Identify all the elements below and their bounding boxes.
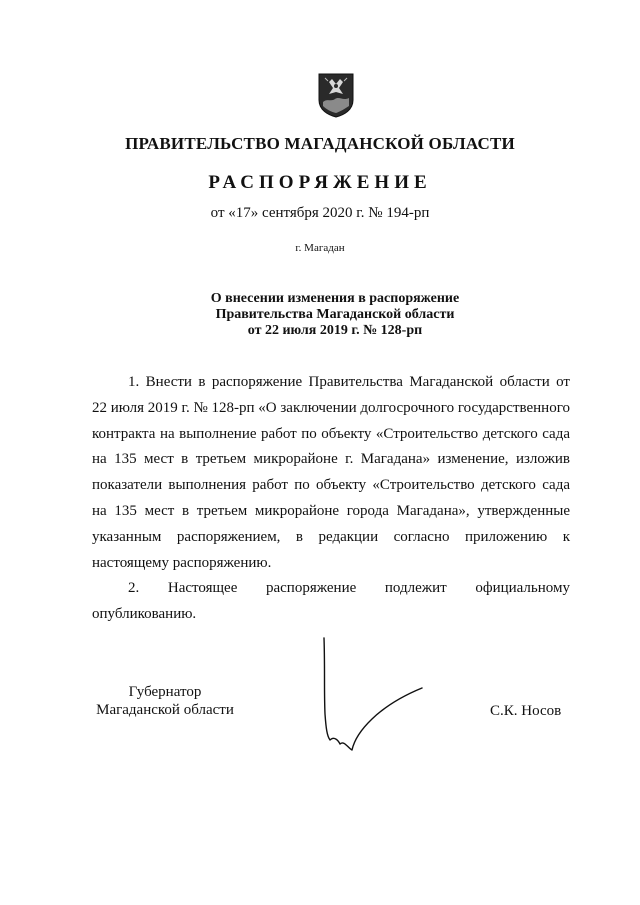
body-paragraph: 1. Внести в распоряжение Правительства Магаданской области от 22 июля 2019 г. № 128-рп «О заключении долгосрочного государственного контракта на выполнение работ по объекту «Строительство детского сада на 135 мест в третьем микрорайоне г. Магадана» изменение, изложив показатели выполнения работ по объекту «Строительство детского сада на 135 мест в третьем микрорайоне города Магадана», утвержденные указанным распоряжением, в редакции согласно приложению к настоящему распоряжению. xyxy=(92,374,570,571)
subject-heading xyxy=(0,291,640,339)
coat-of-arms-icon xyxy=(317,72,355,118)
signatory-title-line: Губернатор xyxy=(128,684,202,700)
document-type-title: РАСПОРЯЖЕНИЕ xyxy=(208,172,432,193)
handwritten-signature-icon xyxy=(318,636,428,764)
organization-title: ПРАВИТЕЛЬСТВО МАГАДАНСКОЙ ОБЛАСТИ xyxy=(125,134,515,153)
document-body xyxy=(92,370,570,628)
signatory-title-line: Магаданской области xyxy=(96,702,234,718)
subject-line: от 22 июля 2019 г. № 128-рп xyxy=(247,323,423,338)
date-number-line: от «17» сентября 2020 г. № 194-рп xyxy=(210,205,430,221)
body-paragraph: 2. Настоящее распоряжение подлежит официальному опубликованию. xyxy=(92,580,570,623)
city-label: г. Магадан xyxy=(295,242,345,254)
signatory-position xyxy=(92,683,238,719)
signatory-name: С.К. Носов xyxy=(490,703,562,719)
subject-line: О внесении изменения в распоряжение xyxy=(210,291,460,306)
subject-line: Правительства Магаданской области xyxy=(215,307,455,322)
